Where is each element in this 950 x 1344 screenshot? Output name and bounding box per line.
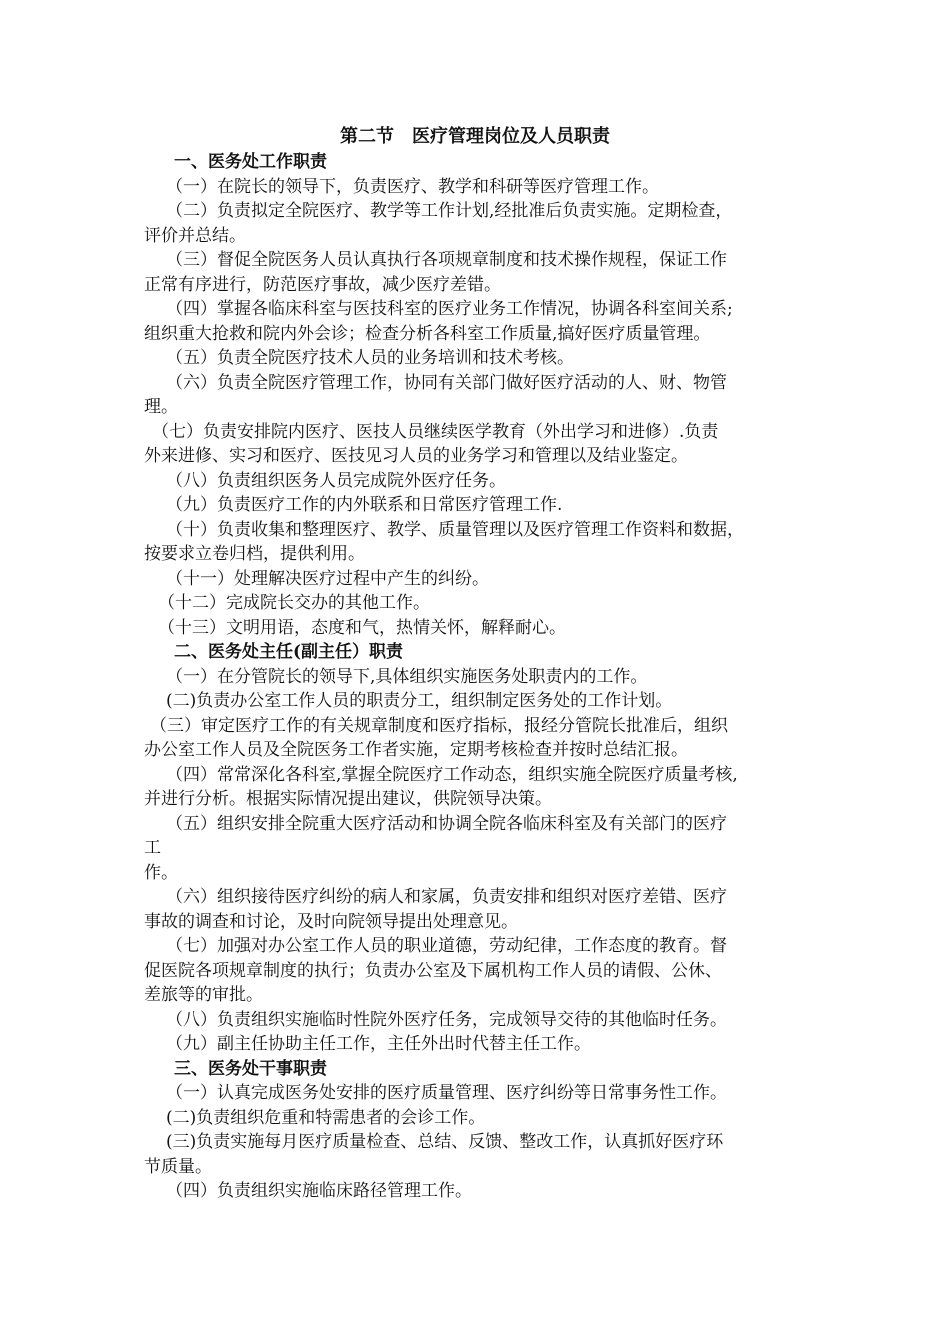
paragraph-line: （一）认真完成医务处安排的医疗质量管理、医疗纠纷等日常事务性工作。 [166,1083,727,1103]
paragraph-line: （二）负责拟定全院医疗、教学等工作计划,经批准后负责实施。定期检查， [166,201,733,221]
section-heading: 一、医务处工作职责 [174,152,327,172]
paragraph-line: （九）副主任协助主任工作，主任外出时代替主任工作。 [166,1034,591,1054]
paragraph-line: （五）组织安排全院重大医疗活动和协调全院各临床科室及有关部门的医疗 [166,813,727,834]
paragraph-line: (二)负责办公室工作人员的职责分工，组织制定医务处的工作计划。 [166,691,673,711]
paragraph-line: （十三）文明用语，态度和气，热情关怀，解释耐心。 [158,617,566,638]
paragraph-line: （四）负责组织实施临床路径管理工作。 [166,1181,472,1201]
section-title: 第二节 医疗管理岗位及人员职责 [340,126,610,147]
paragraph-line: （十二）完成院长交办的其他工作。 [158,593,430,613]
document-body [144,150,814,1204]
paragraph-line: 并进行分析。根据实际情况提出建议，供院领导决策。 [144,789,552,809]
paragraph-line: (三)负责实施每月医疗质量检查、总结、反馈、整改工作，认真抓好医疗环 [166,1132,724,1152]
paragraph-line: 差旅等的审批。 [144,985,263,1005]
paragraph-line: (二)负责组织危重和特需患者的会诊工作。 [166,1107,486,1128]
paragraph-line: （一）在院长的领导下，负责医疗、教学和科研等医疗管理工作。 [166,176,659,197]
paragraph-line: （七）加强对办公室工作人员的职业道德，劳动纪律，工作态度的教育。督 [166,936,727,956]
paragraph-line: 事故的调查和讨论，及时向院领导提出处理意见。 [144,911,518,932]
paragraph-line: （四）常常深化各科室,掌握全院医疗工作动态，组织实施全院医疗质量考核, [166,764,738,785]
paragraph-line: （六）组织接待医疗纠纷的病人和家属，负责安排和组织对医疗差错、医疗 [166,887,727,907]
paragraph-line: 理。 [144,397,178,417]
paragraph-line: 正常有序进行，防范医疗事故，减少医疗差错。 [144,274,501,295]
paragraph-line: 工 [144,838,161,858]
paragraph-line: 节质量。 [144,1156,212,1177]
paragraph-line: （七）负责安排院内医疗、医技人员继续医学教育（外出学习和进修）.负责 [152,421,719,442]
paragraph-line: （六）负责全院医疗管理工作，协同有关部门做好医疗活动的人、财、物管 [166,372,727,393]
paragraph-line: 外来进修、实习和医疗、医技见习人员的业务学习和管理以及结业鉴定。 [144,446,688,466]
paragraph-line: 促医院各项规章制度的执行；负责办公室及下属机构工作人员的请假、公休、 [144,960,722,981]
paragraph-line: （三）督促全院医务人员认真执行各项规章制度和技术操作规程，保证工作 [166,250,727,270]
paragraph-line: 按要求立卷归档，提供利用。 [144,544,365,564]
paragraph-line: （八）负责组织实施临时性院外医疗任务，完成领导交待的其他临时任务。 [166,1009,727,1030]
section-heading: 二、医务处主任(副主任）职责 [174,642,404,662]
section-heading: 三、医务处干事职责 [174,1058,327,1079]
paragraph-line: （八）负责组织医务人员完成院外医疗任务。 [166,470,506,491]
paragraph-line: （十一）处理解决医疗过程中产生的纠纷。 [166,568,489,589]
paragraph-line: 办公室工作人员及全院医务工作者实施，定期考核检查并按时总结汇报。 [144,740,688,760]
paragraph-line: 组织重大抢救和院内外会诊；检查分析各科室工作质量,搞好医疗质量管理。 [144,323,711,344]
paragraph-line: （九）负责医疗工作的内外联系和日常医疗管理工作. [166,495,563,515]
paragraph-line: （五）负责全院医疗技术人员的业务培训和技术考核。 [166,348,574,368]
paragraph-line: （四）掌握各临床科室与医技科室的医疗业务工作情况，协调各科室间关系; [166,299,733,319]
paragraph-line: （十）负责收集和整理医疗、教学、质量管理以及医疗管理工作资料和数据， [166,519,744,540]
paragraph-line: 作。 [144,862,178,883]
paragraph-line: 评价并总结。 [144,225,246,246]
paragraph-line: （三）审定医疗工作的有关规章制度和医疗指标，报经分管院长批准后，组织 [150,715,728,736]
paragraph-line: （一）在分管院长的领导下,具体组织实施医务处职责内的工作。 [166,666,648,687]
